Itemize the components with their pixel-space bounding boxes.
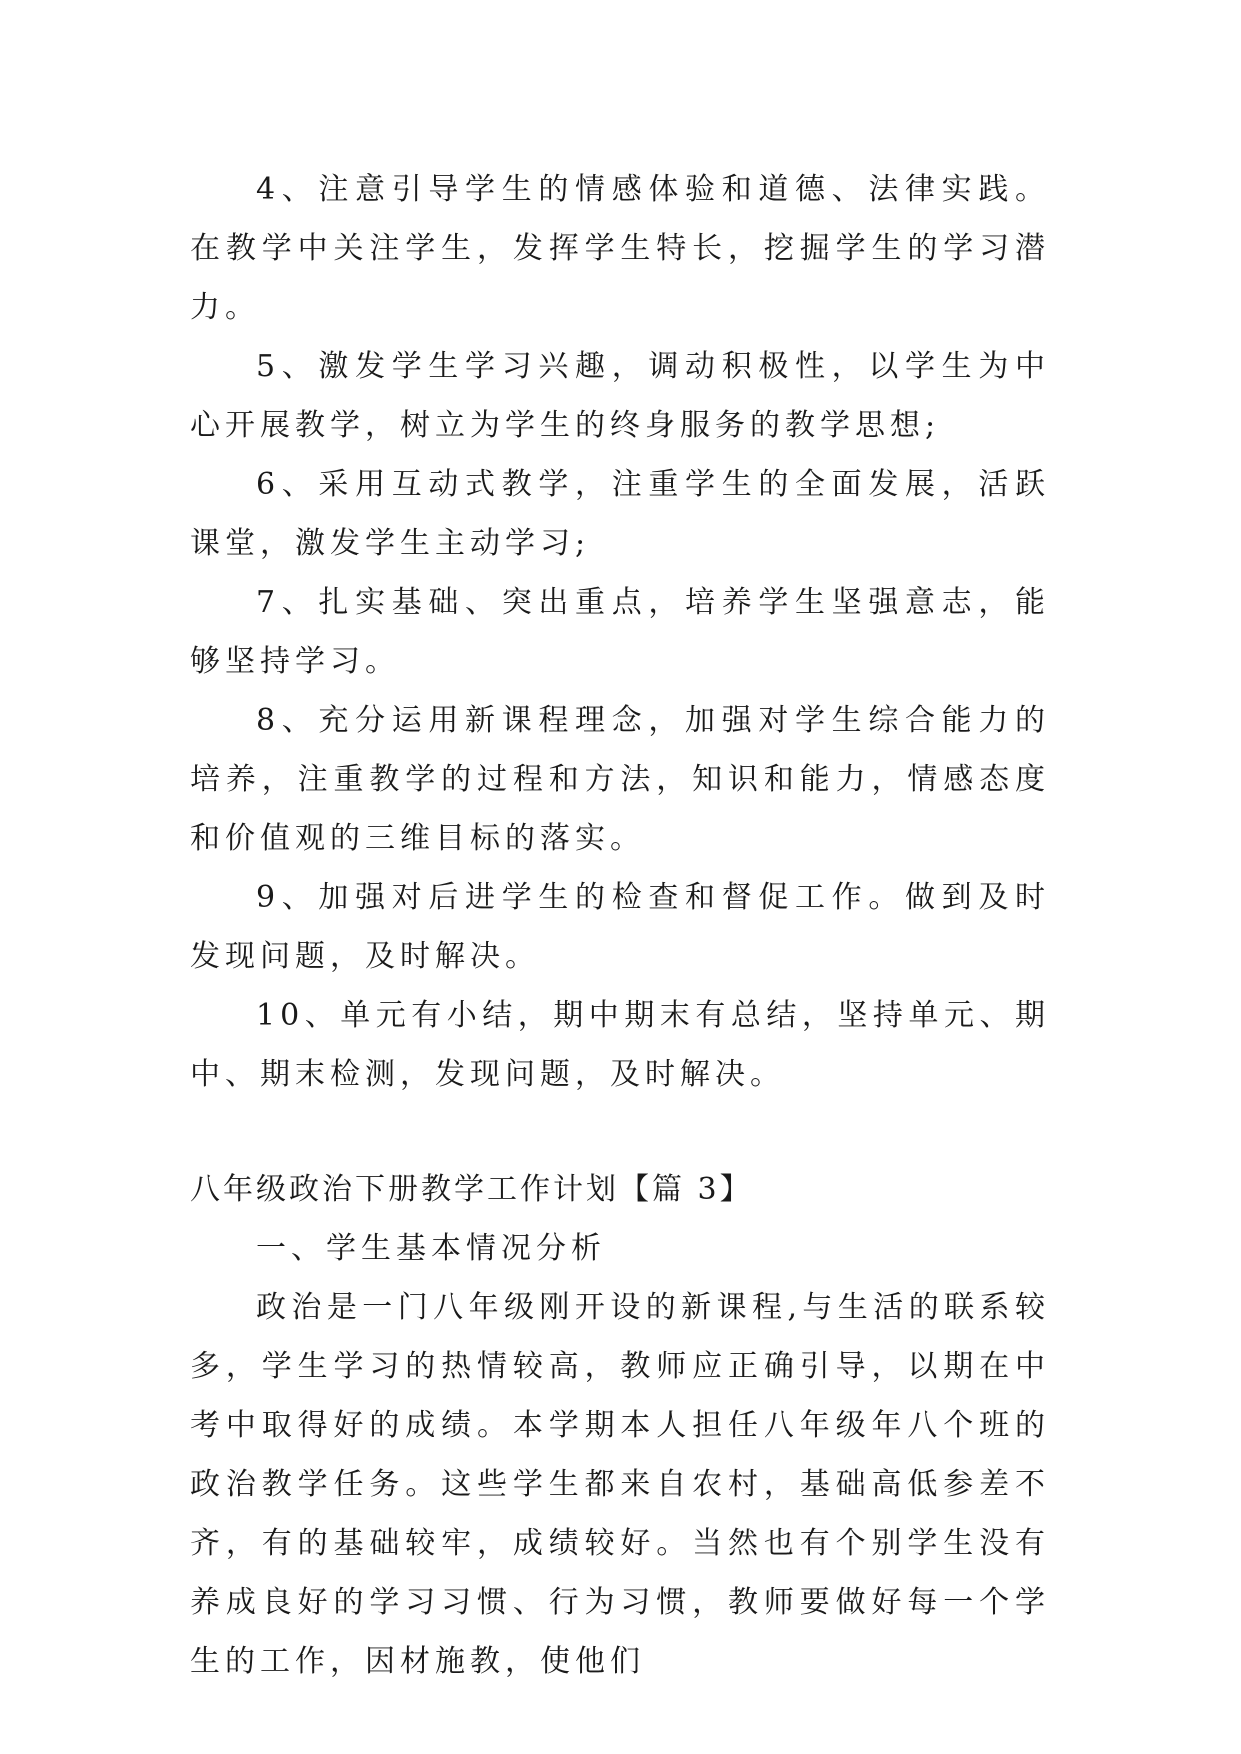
paragraph-item-7: 7、扎实基础、突出重点，培养学生坚强意志，能够坚持学习。 — [190, 585, 1050, 679]
section-title: 八年级政治下册教学工作计划【篇 3】 — [190, 1172, 753, 1207]
paragraph-item-10: 10、单元有小结，期中期末有总结，坚持单元、期中、期末检测，发现问题，及时解决。 — [190, 998, 1050, 1092]
paragraph-item-8: 8、充分运用新课程理念，加强对学生综合能力的培养，注重教学的过程和方法，知识和能力，情感态度和价值观的三维目标的落实。 — [190, 703, 1050, 856]
document-body — [190, 160, 1050, 1691]
paragraph-item-9: 9、加强对后进学生的检查和督促工作。做到及时发现问题，及时解决。 — [190, 880, 1050, 974]
subheading: 一、学生基本情况分析 — [256, 1231, 606, 1266]
paragraph-item-5: 5、激发学生学习兴趣，调动积极性，以学生为中心开展教学，树立为学生的终身服务的教学思想; — [190, 349, 1050, 443]
paragraph-student-analysis: 政治是一门八年级刚开设的新课程,与生活的联系较多，学生学习的热情较高，教师应正确引导，以期在中考中取得好的成绩。本学期本人担任八年级年八个班的政治教学任务。这些学生都来自农村，基础高低参差不齐，有的基础较牢，成绩较好。当然也有个别学生没有养成良好的学习习惯、行为习惯，教师要做好每一个学生的工作，因材施教，使他们 — [190, 1290, 1050, 1679]
paragraph-item-4: 4、注意引导学生的情感体验和道德、法律实践。在教学中关注学生，发挥学生特长，挖掘学生的学习潜力。 — [190, 172, 1050, 325]
paragraph-item-6: 6、采用互动式教学，注重学生的全面发展，活跃课堂，激发学生主动学习; — [190, 467, 1050, 561]
